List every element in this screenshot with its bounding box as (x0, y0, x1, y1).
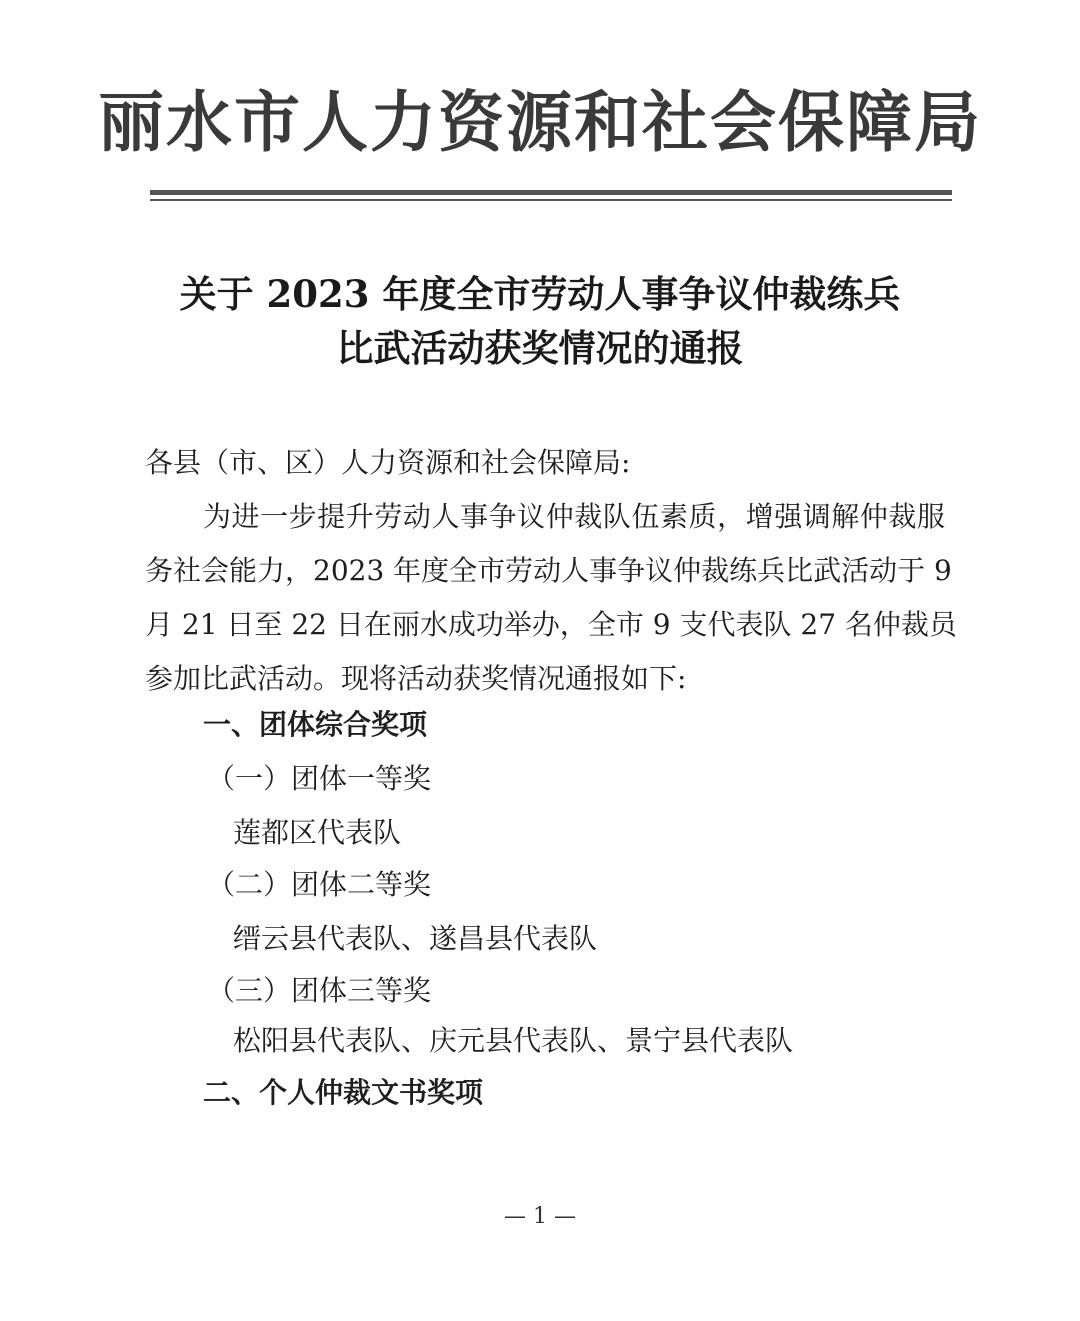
paragraph-line: 参加比武活动。现将活动获奖情况通报如下: (145, 662, 687, 695)
award-label-first-prize: （一）团体一等奖 (207, 762, 432, 795)
section-heading-individual-awards: 二、个人仲裁文书奖项 (203, 1076, 484, 1109)
award-winners-second-prize: 缙云县代表队、遂昌县代表队 (233, 922, 598, 955)
paragraph-line: 务社会能力，2023 年度全市劳动人事争议仲裁练兵比武活动于 9 (145, 554, 952, 587)
salutation: 各县（市、区）人力资源和社会保障局: (145, 446, 631, 479)
letterhead-divider-thin (150, 199, 952, 201)
award-winners-third-prize: 松阳县代表队、庆元县代表队、景宁县代表队 (233, 1024, 794, 1057)
agency-letterhead: 丽水市人力资源和社会保障局 (98, 83, 982, 161)
award-winners-first-prize: 莲都区代表队 (233, 816, 402, 849)
page-number: — 1 — (504, 1204, 576, 1229)
section-heading-team-awards: 一、团体综合奖项 (203, 708, 428, 741)
award-label-second-prize: （二）团体二等奖 (207, 868, 432, 901)
letterhead-divider-thick (150, 190, 952, 195)
paragraph-line: 月 21 日至 22 日在丽水成功举办，全市 9 支代表队 27 名仲裁员 (145, 608, 957, 641)
document-title-line-1: 关于 2023 年度全市劳动人事争议仲裁练兵 (179, 272, 901, 316)
paragraph-line: 为进一步提升劳动人事争议仲裁队伍素质，增强调解仲裁服 (203, 500, 945, 533)
document-title-line-2: 比武活动获奖情况的通报 (336, 326, 744, 370)
award-label-third-prize: （三）团体三等奖 (207, 974, 432, 1007)
